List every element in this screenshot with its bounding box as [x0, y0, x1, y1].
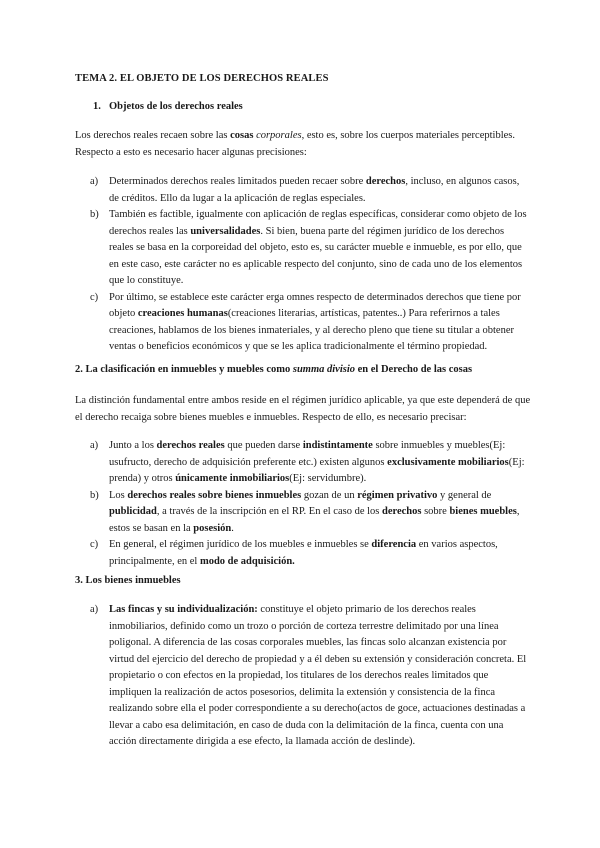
section-3-heading: 3. Los bienes inmuebles [75, 575, 181, 586]
text-run: Por último, se establece este carácter erga omnes respecto de determinados derechos que tiene por objeto [109, 291, 521, 319]
text-run: Los derechos reales recaen sobre las [75, 130, 231, 141]
text-run: Los [109, 489, 128, 501]
section-1-number: 1. [93, 101, 101, 112]
bold-run: exclusivamente mobiliarios [387, 456, 509, 468]
list-marker: c) [90, 539, 99, 550]
list-marker: c) [90, 291, 99, 303]
page-title: TEMA 2. EL OBJETO DE LOS DERECHOS REALES [75, 73, 329, 84]
list-item [75, 438, 530, 488]
text-run: Determinados derechos reales limitados pueden recaer sobre [109, 176, 366, 187]
bold-run: régimen privativo [357, 489, 438, 501]
text-run: en varios aspectos, principalmente, en el [109, 539, 498, 567]
text-run: constituye el objeto primario de los derechos reales inmobiliarios, definido como un trozo o porción de corteza terrestre delimitado por una línea poligonal. A diferencia de las cosas corporales muebles, las fincas solo alcanzan existencia por virtud del ejercicio del derecho de propiedad y a él deben su extensión y consideración concreta. El propietario o con efectos en la propiedad, los titulares de los derechos reales limitados que impliquen la realización de actos posesorios, delimita la extensión y consistencia de la finca realizando sobre ella el poder correspondiente a su derecho(actos de goce, actuaciones destinadas a llevar a cabo esa delimitación, en caso de duda con la delimitación de la finca, cuenta con una acción directamente dirigida a ese efecto, la llamada acción de deslinde). [109, 604, 527, 747]
section-3-list [75, 602, 530, 751]
text-run: (creaciones literarias, artísticas, patentes..) Para referirnos a tales creaciones, hablamos de los bienes inmateriales, y al derecho pleno que tiene su titular a obtener ventas o beneficios económicos y que se les aplica tradicionalmente el término propiedad. [109, 308, 514, 352]
text-run: gozan de un [301, 489, 358, 501]
section-2-heading [75, 362, 472, 379]
bold-run: derechos [365, 176, 406, 187]
italic-run: corporales [253, 130, 302, 141]
text-run: que pueden darse [224, 440, 303, 451]
list-item [75, 537, 530, 570]
bold-run: posesión [193, 522, 232, 534]
text-run: . Si bien, buena parte del régimen jurídico de los derechos reales se basa en la corporeidad del objeto, esto es, su carácter mueble e inmueble, es por ello, que en este caso, este carácter no es aplicable respecto del conjunto, sino de cada uno de los elementos que lo constituye. [109, 225, 523, 286]
list-item [75, 602, 530, 751]
text-run: (Ej: prenda) y otros [109, 456, 525, 484]
section-2-intro: La distinción fundamental entre ambos reside en el régimen jurídico aplicable, ya que este dependerá de que el derecho recaiga sobre bienes muebles e inmuebles. Respecto de ello, es necesario precisar: [75, 395, 531, 423]
list-marker: a) [90, 176, 99, 187]
text-run: en el Derecho de las cosas [355, 364, 473, 375]
bold-run: cosas [230, 130, 254, 141]
bold-run: diferencia [371, 539, 417, 550]
bold-run: creaciones humanas [137, 308, 228, 319]
text-run: 2. La clasificación en inmuebles y muebles como [75, 364, 293, 375]
list-item [75, 207, 530, 290]
section-1-list [75, 174, 530, 356]
bold-run: únicamente inmobiliarios [175, 473, 290, 484]
text-run: En general, el régimen jurídico de los muebles e inmuebles se [109, 539, 372, 550]
bold-run: derechos reales [156, 440, 225, 451]
list-marker: b) [90, 489, 99, 501]
text-run: , incluso, en algunos casos, de créditos. Ello da lugar a la aplicación de reglas especiales. [109, 176, 520, 204]
list-item [75, 488, 530, 538]
text-run: (Ej: servidumbre). [289, 473, 367, 484]
text-run: Junto a los [109, 440, 157, 451]
list-marker: b) [90, 209, 99, 220]
list-item [75, 174, 530, 207]
bold-run: universalidades [190, 225, 261, 237]
bold-run: Las fincas y su individualización: [109, 604, 258, 615]
text-run: , estos se basan en la [109, 506, 520, 534]
text-run: sobre [421, 506, 450, 517]
section-2-list [75, 438, 530, 570]
text-run: También es factible, igualmente con aplicación de reglas específicas, considerar como objeto de los derechos reales las [109, 209, 527, 237]
list-marker: a) [90, 604, 99, 615]
section-1-heading-text: Objetos de los derechos reales [109, 101, 243, 112]
bold-run: derechos [381, 506, 422, 517]
section-1-intro [75, 128, 535, 161]
bold-run: indistintamente [302, 440, 373, 451]
bold-run: derechos reales sobre bienes inmuebles [127, 489, 302, 501]
bold-run: publicidad [109, 506, 157, 517]
list-item [75, 290, 530, 356]
text-run: . [231, 522, 234, 534]
text-run: , esto es, sobre los cuerpos materiales perceptibles. Respecto a esto es necesario hacer algunas precisiones: [75, 130, 515, 158]
bold-run: modo de adquisición. [199, 555, 295, 567]
bold-run: bienes muebles [449, 506, 517, 517]
text-run: sobre inmuebles y muebles(Ej: usufructo, derecho de adquisición preferente etc.) existen algunos [109, 440, 506, 468]
italic-run: summa divisio [292, 364, 356, 375]
list-marker: a) [90, 440, 99, 451]
text-run: y general de [437, 489, 492, 501]
section-1-heading [93, 99, 243, 116]
text-run: , a través de la inscripción en el RP. En el caso de los [156, 506, 382, 517]
